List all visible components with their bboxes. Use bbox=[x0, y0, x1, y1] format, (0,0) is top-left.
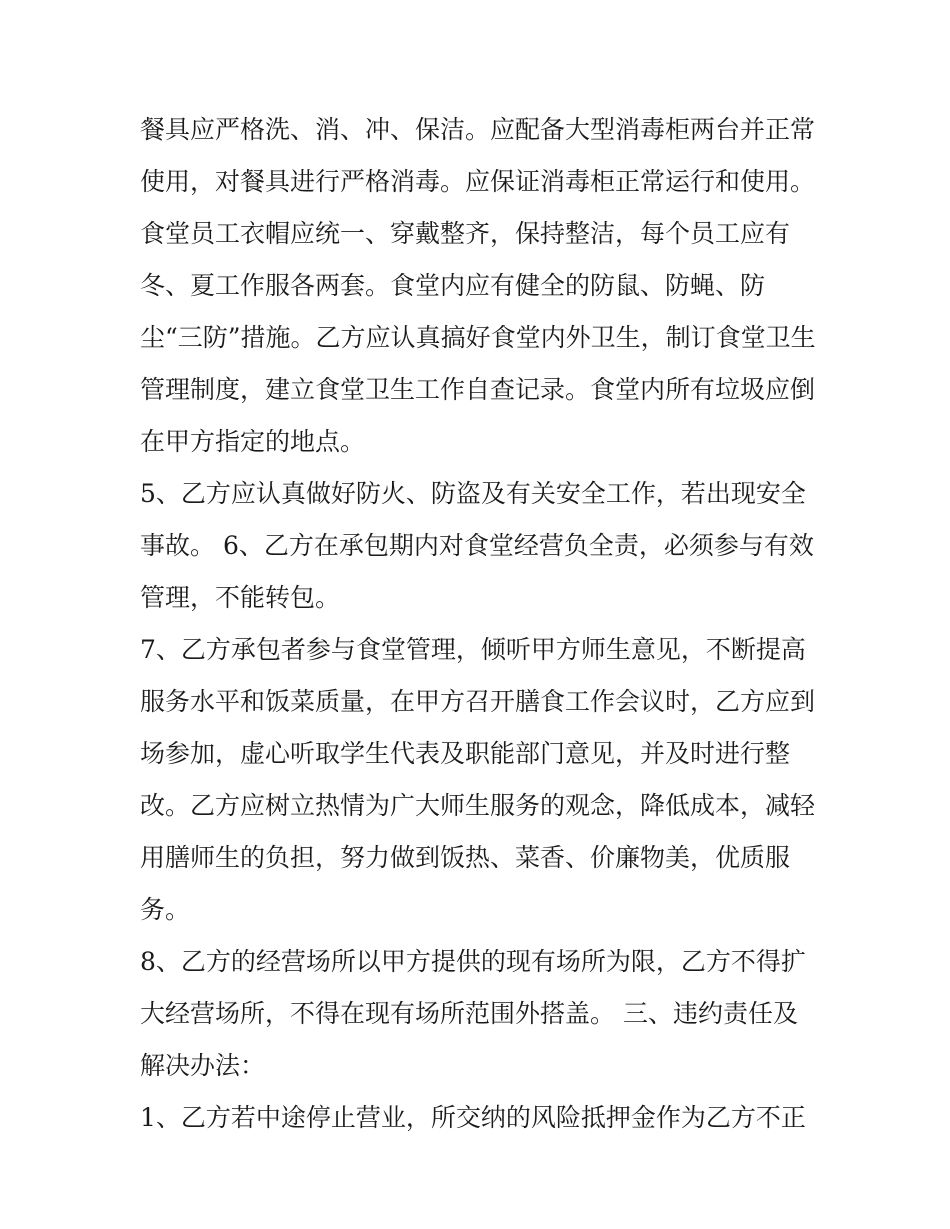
text-line: 食堂员工衣帽应统一、穿戴整齐，保持整洁，每个员工应有 bbox=[140, 219, 791, 248]
text-line: 改。乙方应树立热情为广大师生服务的观念，降低成本，减轻 bbox=[140, 791, 816, 820]
document-body bbox=[140, 104, 820, 1144]
text-line: 餐具应严格洗、消、冲、保洁。应配备大型消毒柜两台并正常 bbox=[140, 115, 816, 144]
text-line: 解决办法： bbox=[140, 1051, 266, 1080]
text-line: 服务水平和饭菜质量，在甲方召开膳食工作会议时，乙方应到 bbox=[140, 687, 816, 716]
text-line: 7、乙方承包者参与食堂管理，倾听甲方师生意见，不断提高 bbox=[140, 635, 806, 664]
text-line: 场参加，虚心听取学生代表及职能部门意见，并及时进行整 bbox=[140, 739, 791, 768]
text-line: 8、乙方的经营场所以甲方提供的现有场所为限，乙方不得扩 bbox=[140, 947, 806, 976]
text-line: 1、乙方若中途停止营业，所交纳的风险抵押金作为乙方不正 bbox=[140, 1103, 806, 1132]
text-line: 事故。 6、乙方在承包期内对食堂经营负全责，必须参与有效 bbox=[140, 531, 814, 560]
text-line: 5、乙方应认真做好防火、防盗及有关安全工作，若出现安全 bbox=[140, 479, 806, 508]
text-line: 冬、夏工作服各两套。食堂内应有健全的防鼠、防蝇、防 bbox=[140, 271, 766, 300]
text-line: 在甲方指定的地点。 bbox=[140, 427, 366, 456]
text-line: 大经营场所，不得在现有场所范围外搭盖。 三、违约责任及 bbox=[140, 999, 798, 1028]
text-line: 务。 bbox=[140, 895, 191, 924]
text-line: 尘“三防”措施。乙方应认真搞好食堂内外卫生，制订食堂卫生 bbox=[140, 323, 816, 352]
text-line: 管理，不能转包。 bbox=[140, 583, 341, 612]
text-line: 管理制度，建立食堂卫生工作自查记录。食堂内所有垃圾应倒 bbox=[140, 375, 816, 404]
text-line: 使用，对餐具进行严格消毒。应保证消毒柜正常运行和使用。 bbox=[140, 167, 816, 196]
text-line: 用膳师生的负担，努力做到饭热、菜香、价廉物美，优质服 bbox=[140, 843, 791, 872]
